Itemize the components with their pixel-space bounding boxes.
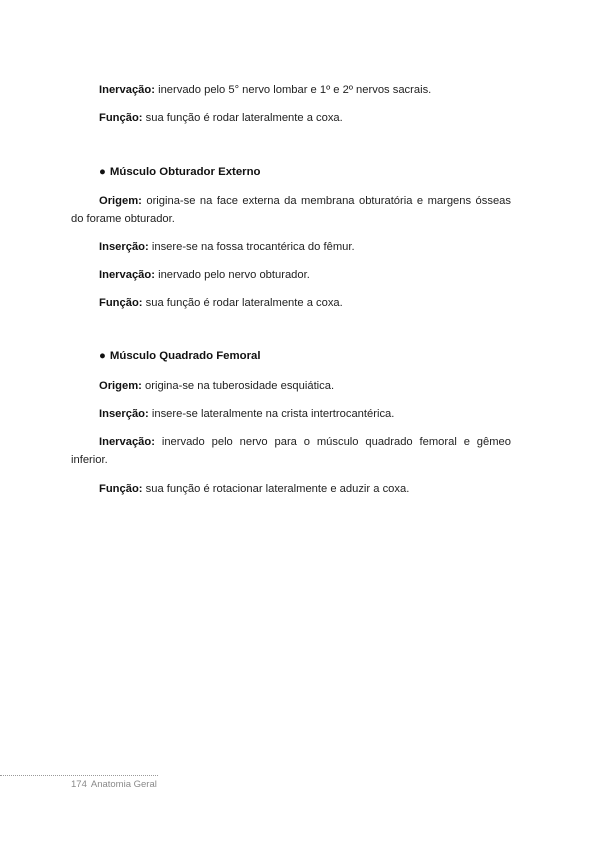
text-inervacao: inervado pelo nervo obturador. bbox=[154, 269, 310, 281]
text-origem: origina-se na face externa da membrana obturatória e margens ósseas do forame obturador. bbox=[71, 195, 511, 225]
section-heading-obturador-externo bbox=[99, 166, 261, 178]
text-funcao: sua função é rodar lateralmente a coxa. bbox=[142, 112, 343, 124]
label-insercao: Inserção: bbox=[99, 241, 149, 253]
text-inervacao: inervado pelo 5° nervo lombar e 1º e 2º nervos sacrais. bbox=[154, 84, 432, 96]
bullet-icon: ● bbox=[99, 166, 106, 178]
label-insercao: Inserção: bbox=[99, 408, 149, 420]
page-footer bbox=[71, 779, 157, 790]
paragraph-inervacao-intro bbox=[71, 81, 511, 99]
label-funcao: Função: bbox=[99, 112, 143, 124]
section-heading-quadrado-femoral bbox=[99, 350, 261, 362]
paragraph-funcao-intro bbox=[71, 109, 511, 127]
paragraph-origem-quadrado bbox=[71, 377, 511, 395]
text-insercao: insere-se na fossa trocantérica do fêmur. bbox=[148, 241, 355, 253]
paragraph-insercao-obturador bbox=[71, 238, 511, 256]
paragraph-inervacao-obturador bbox=[71, 266, 511, 284]
paragraph-funcao-quadrado bbox=[71, 480, 511, 498]
text-insercao: insere-se lateralmente na crista intertrocantérica. bbox=[148, 408, 395, 420]
bullet-icon: ● bbox=[99, 350, 106, 362]
text-inervacao: inervado pelo nervo para o músculo quadrado femoral e gêmeo inferior. bbox=[71, 436, 511, 466]
section-title: Músculo Obturador Externo bbox=[109, 166, 261, 178]
label-inervacao: Inervação: bbox=[99, 436, 155, 448]
label-inervacao: Inervação: bbox=[99, 84, 155, 96]
label-funcao: Função: bbox=[99, 297, 143, 309]
paragraph-insercao-quadrado bbox=[71, 405, 511, 423]
paragraph-inervacao-quadrado bbox=[71, 433, 511, 469]
label-origem: Origem: bbox=[99, 380, 142, 392]
label-origem: Origem: bbox=[99, 195, 142, 207]
label-inervacao: Inervação: bbox=[99, 269, 155, 281]
page-number: 174 bbox=[71, 779, 87, 790]
text-funcao: sua função é rotacionar lateralmente e aduzir a coxa. bbox=[142, 483, 410, 495]
paragraph-origem-obturador bbox=[71, 192, 511, 228]
footer-divider bbox=[0, 775, 158, 776]
label-funcao: Função: bbox=[99, 483, 143, 495]
section-title: Músculo Quadrado Femoral bbox=[109, 350, 261, 362]
text-funcao: sua função é rodar lateralmente a coxa. bbox=[142, 297, 343, 309]
book-title: Anatomia Geral bbox=[90, 779, 157, 790]
paragraph-funcao-obturador bbox=[71, 294, 511, 312]
text-origem: origina-se na tuberosidade esquiática. bbox=[141, 380, 335, 392]
